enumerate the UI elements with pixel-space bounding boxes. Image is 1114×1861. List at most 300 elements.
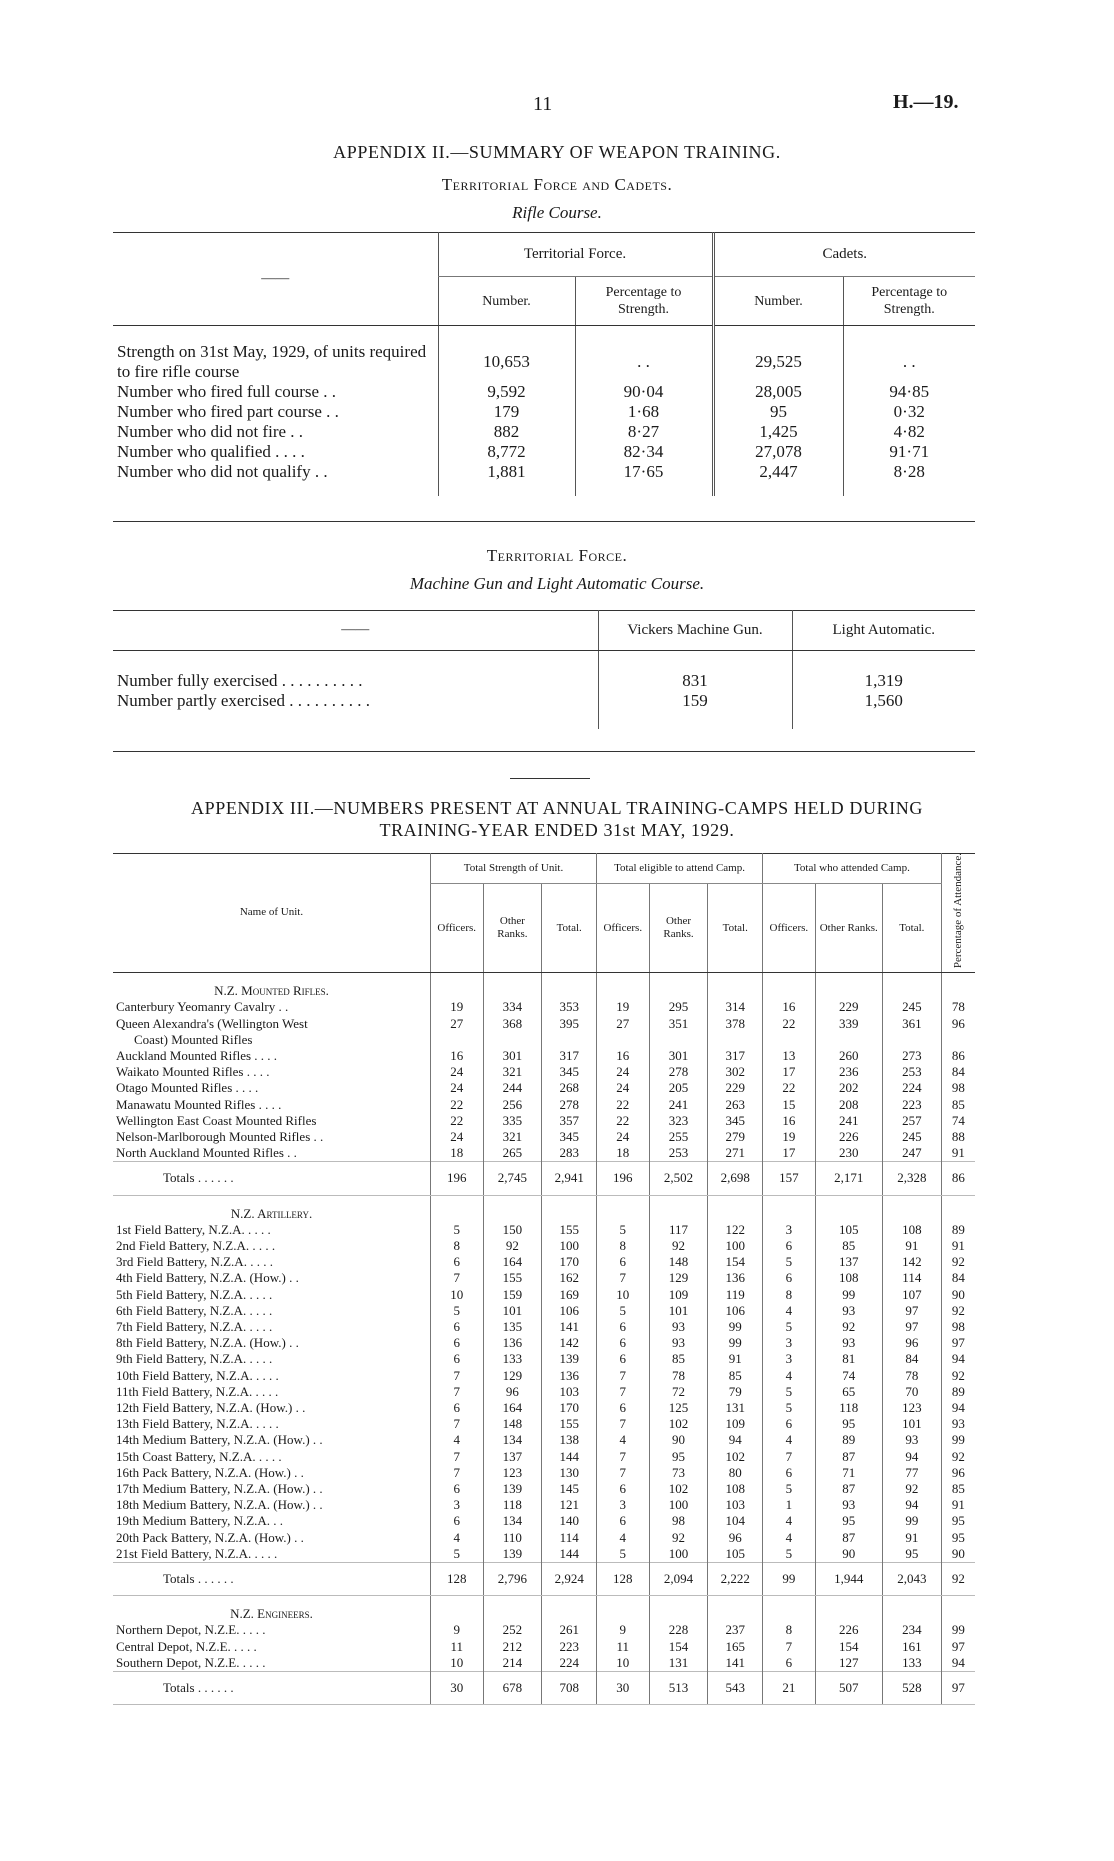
cadets-number-header: Number. <box>713 277 843 326</box>
table-row <box>113 1416 975 1432</box>
attended-other-ranks-cell: 241 <box>815 1113 882 1129</box>
eligible-total-cell: 229 <box>708 1080 763 1096</box>
strength-officers-cell: 6 <box>430 1335 483 1351</box>
strength-total-cell: 283 <box>542 1145 597 1162</box>
empty-cell <box>483 1195 542 1222</box>
percentage-cell: 84 <box>941 1064 975 1080</box>
attended-total-cell: 108 <box>882 1222 941 1238</box>
attended-officers-cell: 6 <box>763 1270 816 1286</box>
attended-officers-cell: 6 <box>763 1238 816 1254</box>
attended-other-ranks-total-cell: 1,944 <box>815 1563 882 1596</box>
cadets-number-cell: 1,425 <box>713 422 843 442</box>
attended-other-ranks-cell: 93 <box>815 1497 882 1513</box>
eligible-total-total-cell: 543 <box>708 1672 763 1705</box>
unit-name-line: 21st Field Battery, N.Z.A. . . . . <box>116 1545 278 1561</box>
strength-total-cell: 353 <box>542 999 597 1015</box>
strength-total-cell: 139 <box>542 1351 597 1367</box>
eligible-officers-cell: 24 <box>597 1129 650 1145</box>
table-row <box>113 1303 975 1319</box>
percentage-total-cell: 86 <box>941 1162 975 1195</box>
tf-percentage-cell: . . <box>575 326 713 383</box>
tf-percentage-header: Percentage to Strength. <box>575 277 713 326</box>
attended-total-cell: 223 <box>882 1097 941 1113</box>
strength-total-cell: 106 <box>542 1303 597 1319</box>
percentage-cell: 92 <box>941 1368 975 1384</box>
percentage-cell: 89 <box>941 1384 975 1400</box>
eligible-total-cell: 119 <box>708 1287 763 1303</box>
strength-other-ranks-cell: 155 <box>483 1270 542 1286</box>
strength-officers-cell: 6 <box>430 1254 483 1270</box>
eligible-total-cell: 91 <box>708 1351 763 1367</box>
unit-name <box>113 1368 430 1384</box>
strength-officers-cell: 6 <box>430 1319 483 1335</box>
strength-other-ranks-total-cell: 2,796 <box>483 1563 542 1596</box>
attended-officers-cell: 17 <box>763 1064 816 1080</box>
eligible-total-cell: 99 <box>708 1319 763 1335</box>
appendix2-subtitle: Territorial Force and Cadets. <box>441 175 673 194</box>
cadets-number-cell: 2,447 <box>713 462 843 496</box>
strength-officers-cell: 22 <box>430 1113 483 1129</box>
unit-name <box>113 999 430 1015</box>
attended-officers-cell: 5 <box>763 1481 816 1497</box>
strength-officers-cell: 7 <box>430 1384 483 1400</box>
percentage-cell: 98 <box>941 1080 975 1096</box>
row-label: Number who fired part course . . <box>117 402 339 421</box>
eligible-officers-cell: 19 <box>597 999 650 1015</box>
eligible-total-cell: 122 <box>708 1222 763 1238</box>
table-row <box>113 1113 975 1129</box>
attended-other-ranks-cell: 230 <box>815 1145 882 1162</box>
attended-other-ranks-cell: 154 <box>815 1639 882 1655</box>
strength-other-ranks-total-cell: 678 <box>483 1672 542 1705</box>
strength-officers-total-cell: 30 <box>430 1672 483 1705</box>
empty-cell <box>542 1195 597 1222</box>
percentage-cell: 95 <box>941 1513 975 1529</box>
unit-name-line: 20th Pack Battery, N.Z.A. (How.) . . <box>116 1529 304 1545</box>
unit-name <box>113 1016 430 1048</box>
strength-officers-cell: 11 <box>430 1639 483 1655</box>
table-row <box>113 1080 975 1096</box>
attended-other-ranks-cell: 229 <box>815 999 882 1015</box>
attended-total-cell: 70 <box>882 1384 941 1400</box>
percentage-cell: 90 <box>941 1546 975 1563</box>
eligible-total-header: Total. <box>708 884 763 973</box>
percentage-cell: 78 <box>941 999 975 1015</box>
tf-number-cell: 9,592 <box>438 382 575 402</box>
cadets-percentage-cell: 91·71 <box>843 442 975 462</box>
unit-name <box>113 1530 430 1546</box>
table-row <box>113 1622 975 1638</box>
eligible-total-cell: 314 <box>708 999 763 1015</box>
strength-total-cell: 170 <box>542 1254 597 1270</box>
attended-other-ranks-cell: 226 <box>815 1129 882 1145</box>
table-row <box>113 1238 975 1254</box>
cadets-percentage-cell: . . <box>843 326 975 383</box>
attended-officers-cell: 5 <box>763 1319 816 1335</box>
table-row <box>113 1530 975 1546</box>
strength-total-cell: 155 <box>542 1222 597 1238</box>
section-title: N.Z. Engineers. <box>230 1606 313 1622</box>
strength-officers-cell: 7 <box>430 1270 483 1286</box>
eligible-other-ranks-total-cell: 513 <box>649 1672 708 1705</box>
attended-other-ranks-cell: 137 <box>815 1254 882 1270</box>
attended-officers-total-cell: 21 <box>763 1672 816 1705</box>
strength-officers-cell: 6 <box>430 1513 483 1529</box>
unit-name <box>113 1254 430 1270</box>
totals-label: Totals . . . . . . <box>113 1672 430 1705</box>
eligible-other-ranks-cell: 295 <box>649 999 708 1015</box>
unit-name <box>113 1400 430 1416</box>
attended-other-ranks-total-cell: 2,171 <box>815 1162 882 1195</box>
light-automatic-cell: 1,319 <box>792 651 975 692</box>
eligible-officers-cell: 5 <box>597 1546 650 1563</box>
table-row <box>113 691 975 729</box>
cadets-number-cell: 27,078 <box>713 442 843 462</box>
appendix3-title <box>0 797 1114 841</box>
eligible-officers-cell: 4 <box>597 1530 650 1546</box>
tf-percentage-cell: 17·65 <box>575 462 713 496</box>
unit-name-line: Manawatu Mounted Rifles . . . . <box>116 1096 282 1112</box>
eligible-officers-cell: 7 <box>597 1384 650 1400</box>
table-row <box>113 402 975 422</box>
table-row <box>113 1481 975 1497</box>
unit-name-line: 11th Field Battery, N.Z.A. . . . . <box>116 1383 279 1399</box>
eligible-other-ranks-cell: 102 <box>649 1416 708 1432</box>
percentage-cell: 99 <box>941 1622 975 1638</box>
percentage-cell: 84 <box>941 1270 975 1286</box>
strength-officers-cell: 4 <box>430 1432 483 1448</box>
unit-name <box>113 1270 430 1286</box>
tf-number-cell: 882 <box>438 422 575 442</box>
eligible-total-total-cell: 2,698 <box>708 1162 763 1195</box>
attended-officers-cell: 4 <box>763 1513 816 1529</box>
attended-other-ranks-cell: 108 <box>815 1270 882 1286</box>
attended-officers-cell: 5 <box>763 1546 816 1563</box>
unit-name <box>113 1113 430 1129</box>
percentage-cell: 93 <box>941 1416 975 1432</box>
strength-officers-cell: 24 <box>430 1064 483 1080</box>
eligible-officers-cell: 8 <box>597 1238 650 1254</box>
strength-total-cell: 114 <box>542 1530 597 1546</box>
table-row <box>113 1064 975 1080</box>
appendix3-title-line2: TRAINING-YEAR ENDED 31st MAY, 1929. <box>379 820 735 840</box>
attended-officers-cell: 5 <box>763 1384 816 1400</box>
attended-officers-cell: 3 <box>763 1335 816 1351</box>
attended-other-ranks-cell: 74 <box>815 1368 882 1384</box>
attended-officers-cell: 8 <box>763 1622 816 1638</box>
attended-other-ranks-cell: 105 <box>815 1222 882 1238</box>
eligible-other-ranks-cell: 92 <box>649 1530 708 1546</box>
unit-name <box>113 1432 430 1448</box>
eligible-officers-cell: 24 <box>597 1064 650 1080</box>
eligible-officers-cell: 5 <box>597 1303 650 1319</box>
attended-total-cell: 273 <box>882 1048 941 1064</box>
unit-name-line: 16th Pack Battery, N.Z.A. (How.) . . <box>116 1464 304 1480</box>
rifle-course-table <box>113 232 975 496</box>
eligible-total-cell: 237 <box>708 1622 763 1638</box>
eligible-other-ranks-cell: 228 <box>649 1622 708 1638</box>
unit-name-line: 18th Medium Battery, N.Z.A. (How.) . . <box>116 1497 323 1513</box>
strength-total-cell: 121 <box>542 1497 597 1513</box>
section-title: N.Z. Mounted Rifles. <box>214 983 329 999</box>
strength-total-cell: 140 <box>542 1513 597 1529</box>
eligible-other-ranks-cell: 241 <box>649 1097 708 1113</box>
attended-total-cell: 97 <box>882 1319 941 1335</box>
totals-row <box>113 1563 975 1596</box>
vickers-header: Vickers Machine Gun. <box>598 610 792 651</box>
eligible-total-cell: 317 <box>708 1048 763 1064</box>
unit-name-line: 12th Field Battery, N.Z.A. (How.) . . <box>116 1400 306 1416</box>
strength-other-ranks-cell: 321 <box>483 1129 542 1145</box>
unit-name <box>113 1335 430 1351</box>
eligible-other-ranks-cell: 205 <box>649 1080 708 1096</box>
attended-other-ranks-cell: 87 <box>815 1481 882 1497</box>
empty-cell <box>941 973 975 1000</box>
unit-name-line: Wellington East Coast Mounted Rifles <box>116 1112 317 1128</box>
eligible-officers-cell: 6 <box>597 1481 650 1497</box>
attended-officers-cell: 19 <box>763 1129 816 1145</box>
strength-officers-cell: 5 <box>430 1546 483 1563</box>
unit-name <box>113 1351 430 1367</box>
eligible-officers-cell: 6 <box>597 1400 650 1416</box>
strength-total-cell: 162 <box>542 1270 597 1286</box>
eligible-total-cell: 104 <box>708 1513 763 1529</box>
territorial-force-header: Territorial Force. <box>438 232 713 277</box>
page-number: 11 <box>533 93 553 115</box>
cadets-number-cell: 95 <box>713 402 843 422</box>
eligible-officers-cell: 10 <box>597 1655 650 1672</box>
attended-total-total-cell: 2,328 <box>882 1162 941 1195</box>
strength-other-ranks-cell: 139 <box>483 1481 542 1497</box>
attended-officers-cell: 4 <box>763 1432 816 1448</box>
attended-total-cell: 257 <box>882 1113 941 1129</box>
eligible-other-ranks-cell: 301 <box>649 1048 708 1064</box>
percentage-cell: 90 <box>941 1287 975 1303</box>
strength-other-ranks-cell: 101 <box>483 1303 542 1319</box>
attended-other-ranks-cell: 236 <box>815 1064 882 1080</box>
eligible-other-ranks-cell: 73 <box>649 1465 708 1481</box>
eligible-total-cell: 102 <box>708 1449 763 1465</box>
attended-total-cell: 91 <box>882 1238 941 1254</box>
eligible-total-cell: 302 <box>708 1064 763 1080</box>
unit-name-line: Otago Mounted Rifles . . . . <box>116 1080 259 1096</box>
unit-name <box>113 1655 430 1672</box>
strength-other-ranks-cell: 118 <box>483 1497 542 1513</box>
strength-total-cell: 144 <box>542 1449 597 1465</box>
eligible-other-ranks-cell: 92 <box>649 1238 708 1254</box>
unit-name-line: 13th Field Battery, N.Z.A. . . . . <box>116 1416 279 1432</box>
eligible-officers-cell: 16 <box>597 1048 650 1064</box>
attended-total-cell: 94 <box>882 1449 941 1465</box>
strength-total-cell: 142 <box>542 1335 597 1351</box>
total-attended-header: Total who attended Camp. <box>763 853 942 884</box>
strength-total-cell: 136 <box>542 1368 597 1384</box>
attended-other-ranks-cell: 85 <box>815 1238 882 1254</box>
eligible-officers-cell: 7 <box>597 1270 650 1286</box>
eligible-total-cell: 85 <box>708 1368 763 1384</box>
strength-total-cell: 223 <box>542 1639 597 1655</box>
strength-other-ranks-cell: 133 <box>483 1351 542 1367</box>
section-heading-row <box>113 1596 975 1623</box>
strength-other-ranks-cell: 335 <box>483 1113 542 1129</box>
strength-total-cell: 144 <box>542 1546 597 1563</box>
attended-other-ranks-cell: 87 <box>815 1530 882 1546</box>
unit-name-line: 10th Field Battery, N.Z.A. . . . . <box>116 1367 279 1383</box>
attended-total-cell: 95 <box>882 1546 941 1563</box>
strength-total-cell: 130 <box>542 1465 597 1481</box>
attended-officers-cell: 22 <box>763 1016 816 1048</box>
attended-officers-cell: 5 <box>763 1254 816 1270</box>
attended-other-ranks-cell: 93 <box>815 1303 882 1319</box>
attended-other-ranks-header: Other Ranks. <box>815 884 882 973</box>
attended-other-ranks-cell: 95 <box>815 1416 882 1432</box>
strength-other-ranks-cell: 265 <box>483 1145 542 1162</box>
strength-other-ranks-cell: 244 <box>483 1080 542 1096</box>
attended-officers-cell: 4 <box>763 1368 816 1384</box>
total-strength-header: Total Strength of Unit. <box>430 853 596 884</box>
percentage-cell: 91 <box>941 1238 975 1254</box>
strength-other-ranks-cell: 136 <box>483 1335 542 1351</box>
eligible-other-ranks-cell: 148 <box>649 1254 708 1270</box>
unit-name-line: 3rd Field Battery, N.Z.A. . . . . <box>116 1254 273 1270</box>
attended-total-header: Total. <box>882 884 941 973</box>
eligible-officers-cell: 24 <box>597 1080 650 1096</box>
attended-total-cell: 142 <box>882 1254 941 1270</box>
row-label: Number who did not fire . . <box>117 422 304 441</box>
table-row <box>113 1497 975 1513</box>
eligible-other-ranks-cell: 154 <box>649 1639 708 1655</box>
strength-total-cell: 170 <box>542 1400 597 1416</box>
attended-officers-cell: 16 <box>763 999 816 1015</box>
attended-other-ranks-cell: 260 <box>815 1048 882 1064</box>
eligible-total-cell: 154 <box>708 1254 763 1270</box>
percentage-cell: 89 <box>941 1222 975 1238</box>
attended-total-cell: 361 <box>882 1016 941 1048</box>
totals-label: Totals . . . . . . <box>113 1162 430 1195</box>
eligible-total-cell: 79 <box>708 1384 763 1400</box>
empty-cell <box>483 973 542 1000</box>
eligible-other-ranks-cell: 255 <box>649 1129 708 1145</box>
strength-other-ranks-cell: 92 <box>483 1238 542 1254</box>
empty-cell <box>815 1596 882 1623</box>
percentage-cell: 85 <box>941 1097 975 1113</box>
strength-total-cell: 224 <box>542 1655 597 1672</box>
percentage-cell: 74 <box>941 1113 975 1129</box>
unit-name <box>113 1080 430 1096</box>
strength-officers-cell: 7 <box>430 1465 483 1481</box>
empty-cell <box>430 973 483 1000</box>
unit-name-line: 8th Field Battery, N.Z.A. (How.) . . <box>116 1335 299 1351</box>
unit-name <box>113 1481 430 1497</box>
attended-officers-total-cell: 99 <box>763 1563 816 1596</box>
section-title: N.Z. Artillery. <box>230 1205 313 1221</box>
unit-name-line: 15th Coast Battery, N.Z.A. . . . . <box>116 1448 282 1464</box>
percentage-cell: 92 <box>941 1449 975 1465</box>
strength-other-ranks-cell: 148 <box>483 1416 542 1432</box>
empty-cell <box>708 1596 763 1623</box>
row-label: Number who did not qualify . . <box>117 462 328 481</box>
eligible-officers-total-cell: 196 <box>597 1162 650 1195</box>
eligible-officers-cell: 7 <box>597 1449 650 1465</box>
strength-officers-cell: 18 <box>430 1145 483 1162</box>
attended-officers-cell: 22 <box>763 1080 816 1096</box>
eligible-total-cell: 165 <box>708 1639 763 1655</box>
cadets-percentage-cell: 0·32 <box>843 402 975 422</box>
attended-other-ranks-cell: 92 <box>815 1319 882 1335</box>
attended-other-ranks-cell: 99 <box>815 1287 882 1303</box>
eligible-other-ranks-cell: 100 <box>649 1497 708 1513</box>
attended-other-ranks-cell: 87 <box>815 1449 882 1465</box>
row-label: Number fully exercised . . . . . . . . . . <box>117 671 363 690</box>
empty-cell <box>597 973 650 1000</box>
eligible-officers-cell: 6 <box>597 1351 650 1367</box>
totals-row <box>113 1162 975 1195</box>
eligible-other-ranks-cell: 72 <box>649 1384 708 1400</box>
strength-other-ranks-cell: 252 <box>483 1622 542 1638</box>
strength-other-ranks-cell: 256 <box>483 1097 542 1113</box>
cadets-number-cell: 28,005 <box>713 382 843 402</box>
eligible-other-ranks-total-cell: 2,502 <box>649 1162 708 1195</box>
eligible-other-ranks-cell: 101 <box>649 1303 708 1319</box>
eligible-total-cell: 136 <box>708 1270 763 1286</box>
attended-other-ranks-cell: 339 <box>815 1016 882 1048</box>
unit-name <box>113 1097 430 1113</box>
unit-name <box>113 1238 430 1254</box>
table-row <box>113 1270 975 1286</box>
eligible-other-ranks-cell: 102 <box>649 1481 708 1497</box>
unit-name-line: 17th Medium Battery, N.Z.A. (How.) . . <box>116 1481 323 1497</box>
empty-cell <box>882 1596 941 1623</box>
table-row <box>113 1449 975 1465</box>
eligible-officers-cell: 5 <box>597 1222 650 1238</box>
unit-name <box>113 1129 430 1145</box>
page-reference: H.—19. <box>893 91 959 113</box>
strength-officers-cell: 6 <box>430 1351 483 1367</box>
percentage-cell: 99 <box>941 1432 975 1448</box>
table-row <box>113 326 975 383</box>
eligible-other-ranks-cell: 78 <box>649 1368 708 1384</box>
table-row <box>113 442 975 462</box>
attended-total-cell: 91 <box>882 1530 941 1546</box>
unit-name-line: Nelson-Marlborough Mounted Rifles . . <box>116 1128 324 1144</box>
attended-total-cell: 253 <box>882 1064 941 1080</box>
eligible-officers-cell: 22 <box>597 1113 650 1129</box>
unit-name-line: 6th Field Battery, N.Z.A. . . . . <box>116 1302 273 1318</box>
empty-cell <box>708 1195 763 1222</box>
table-row <box>113 1145 975 1162</box>
table-row <box>113 999 975 1015</box>
strength-other-ranks-cell: 212 <box>483 1639 542 1655</box>
training-camps-table <box>113 853 975 1705</box>
attended-other-ranks-cell: 93 <box>815 1335 882 1351</box>
attended-officers-cell: 5 <box>763 1400 816 1416</box>
strength-other-ranks-cell: 137 <box>483 1449 542 1465</box>
rifle-dash: —— <box>113 232 438 326</box>
table-row <box>113 1048 975 1064</box>
eligible-officers-cell: 9 <box>597 1622 650 1638</box>
eligible-other-ranks-cell: 85 <box>649 1351 708 1367</box>
table-row <box>113 1400 975 1416</box>
row-label: Strength on 31st May, 1929, of units required to fire rifle course <box>117 342 427 381</box>
unit-name-line: Canterbury Yeomanry Cavalry . . <box>116 999 289 1015</box>
attended-officers-cell: 8 <box>763 1287 816 1303</box>
eligible-officers-cell: 6 <box>597 1254 650 1270</box>
strength-officers-cell: 8 <box>430 1238 483 1254</box>
eligible-total-cell: 100 <box>708 1238 763 1254</box>
attended-other-ranks-cell: 208 <box>815 1097 882 1113</box>
strength-total-cell: 138 <box>542 1432 597 1448</box>
strength-other-ranks-cell: 135 <box>483 1319 542 1335</box>
